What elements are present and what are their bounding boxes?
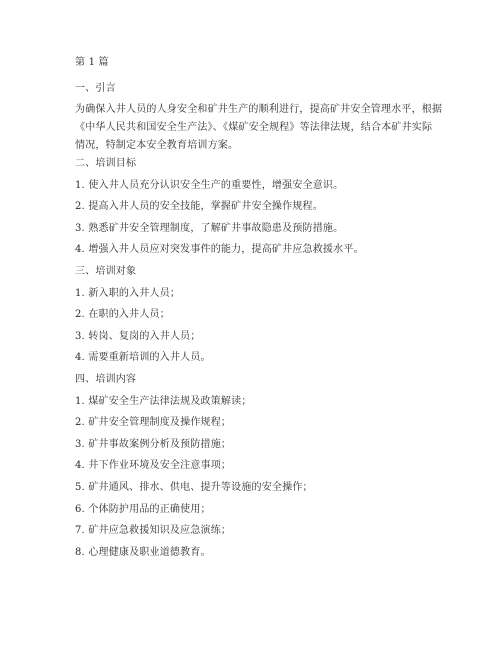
- content-item-4: 4. 井下作业环境及安全注意事项；: [75, 460, 232, 471]
- intro-paragraph-line-3: 情况，特制定本安全教育培训方案。: [75, 140, 239, 151]
- goal-item-4: 4. 增强入井人员应对突发事件的能力，提高矿井应急救援水平。: [75, 244, 364, 255]
- goal-item-3: 3. 熟悉矿井安全管理制度，了解矿井事故隐患及预防措施。: [75, 223, 344, 234]
- section-heading-audience: 三、培训对象: [75, 266, 137, 277]
- goal-item-2: 2. 提高入井人员的安全技能，掌握矿井安全操作规程。: [75, 201, 323, 212]
- audience-item-4: 4. 需要重新培训的入井人员。: [75, 352, 211, 363]
- document-title: 第 1 篇: [75, 57, 109, 68]
- audience-item-1: 1. 新入职的入井人员；: [75, 288, 181, 299]
- audience-item-3: 3. 转岗、复岗的入井人员；: [75, 331, 201, 342]
- content-item-3: 3. 矿井事故案例分析及预防措施；: [75, 439, 232, 450]
- goal-item-1: 1. 使入井人员充分认识安全生产的重要性，增强安全意识。: [75, 180, 344, 191]
- section-heading-content: 四、培训内容: [75, 374, 137, 385]
- content-item-7: 7. 矿井应急救援知识及应急演练；: [75, 525, 232, 536]
- content-item-5: 5. 矿井通风、排水、供电、提升等设施的安全操作；: [75, 482, 313, 493]
- audience-item-2: 2. 在职的入井人员；: [75, 309, 170, 320]
- content-item-2: 2. 矿井安全管理制度及操作规程；: [75, 417, 232, 428]
- section-heading-goals: 二、培训目标: [75, 158, 137, 169]
- content-item-6: 6. 个体防护用品的正确使用；: [75, 504, 211, 515]
- content-item-8: 8. 心理健康及职业道德教育。: [75, 547, 211, 558]
- content-item-1: 1. 煤矿安全生产法律法规及政策解读；: [75, 396, 252, 407]
- intro-paragraph-line-1: 为确保入井人员的人身安全和矿井生产的顺利进行，提高矿井安全管理水平，根据: [75, 104, 443, 115]
- section-heading-intro: 一、引言: [75, 83, 116, 94]
- intro-paragraph-line-2: 《中华人民共和国安全生产法》、《煤矿安全规程》等法律法规，结合本矿井实际: [75, 122, 433, 133]
